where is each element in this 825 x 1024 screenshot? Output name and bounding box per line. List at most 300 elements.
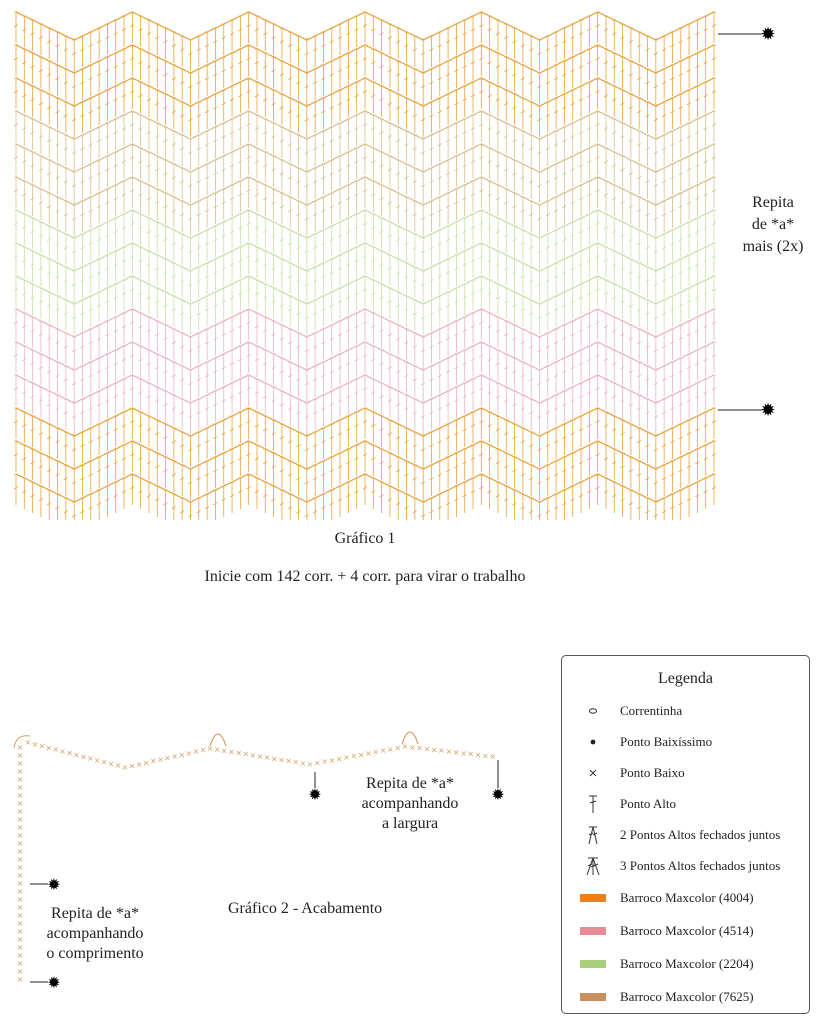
legend-title: Legenda bbox=[657, 670, 714, 687]
single-crochet-mark: × bbox=[299, 758, 307, 768]
double-crochet-stitch bbox=[47, 325, 51, 356]
double-crochet-stitch bbox=[687, 288, 691, 319]
double-crochet-stitch bbox=[105, 189, 109, 220]
double-crochet-stitch bbox=[463, 20, 467, 51]
single-crochet-mark: × bbox=[16, 943, 24, 952]
double-crochet-stitch bbox=[380, 284, 384, 315]
single-crochet-mark: × bbox=[16, 935, 24, 944]
double-crochet-stitch bbox=[363, 78, 367, 109]
double-crochet-stitch bbox=[72, 304, 76, 335]
double-crochet-stitch bbox=[288, 230, 292, 261]
double-crochet-stitch bbox=[438, 362, 442, 393]
double-crochet-stitch bbox=[571, 420, 575, 451]
double-crochet-stitch bbox=[496, 449, 500, 480]
double-crochet-stitch bbox=[670, 164, 674, 195]
double-crochet-stitch bbox=[596, 12, 600, 43]
double-crochet-stitch bbox=[172, 329, 176, 360]
double-crochet-stitch bbox=[429, 465, 433, 496]
double-crochet-stitch bbox=[297, 333, 301, 364]
double-crochet-stitch bbox=[621, 420, 625, 451]
double-crochet-stitch bbox=[471, 181, 475, 212]
double-crochet-stitch bbox=[463, 284, 467, 315]
legend-item-color-7625 bbox=[576, 986, 801, 1008]
double-crochet-stitch bbox=[80, 300, 84, 331]
double-crochet-stitch bbox=[695, 284, 699, 315]
legend-label: Correntinha bbox=[620, 703, 683, 718]
double-crochet-stitch bbox=[521, 263, 525, 294]
double-crochet-stitch bbox=[463, 53, 467, 84]
double-crochet-stitch bbox=[621, 387, 625, 418]
double-crochet-stitch bbox=[238, 115, 242, 146]
double-crochet-stitch bbox=[546, 498, 550, 520]
double-crochet-stitch bbox=[64, 234, 68, 265]
double-crochet-stitch bbox=[587, 313, 591, 344]
double-crochet-stitch bbox=[670, 362, 674, 393]
double-crochet-stitch bbox=[105, 354, 109, 385]
double-crochet-stitch bbox=[230, 482, 234, 513]
double-crochet-stitch bbox=[263, 416, 267, 447]
double-crochet-stitch bbox=[147, 416, 151, 447]
double-crochet-stitch bbox=[105, 321, 109, 352]
double-crochet-stitch bbox=[230, 185, 234, 216]
double-crochet-stitch bbox=[39, 255, 43, 286]
double-crochet-stitch bbox=[56, 461, 60, 492]
double-crochet-stitch bbox=[189, 172, 193, 203]
double-crochet-stitch bbox=[89, 32, 93, 63]
double-crochet-stitch bbox=[64, 333, 68, 364]
double-crochet-stitch bbox=[712, 243, 716, 274]
double-crochet-stitch bbox=[438, 329, 442, 360]
double-crochet-stitch bbox=[562, 61, 566, 92]
double-crochet-stitch bbox=[513, 259, 517, 290]
double-crochet-stitch bbox=[471, 280, 475, 311]
double-crochet-stitch bbox=[105, 123, 109, 154]
double-crochet-stitch bbox=[380, 119, 384, 150]
double-crochet-stitch bbox=[446, 259, 450, 290]
double-crochet-stitch bbox=[105, 24, 109, 55]
double-crochet-stitch bbox=[338, 453, 342, 484]
double-crochet-stitch bbox=[596, 111, 600, 142]
double-crochet-stitch bbox=[529, 267, 533, 298]
double-crochet-stitch bbox=[479, 408, 483, 439]
double-crochet-stitch bbox=[64, 102, 68, 133]
double-crochet-stitch bbox=[396, 127, 400, 158]
double-crochet-stitch bbox=[513, 28, 517, 59]
double-crochet-stitch bbox=[272, 24, 276, 55]
double-crochet-stitch bbox=[388, 453, 392, 484]
double-crochet-stitch bbox=[479, 45, 483, 76]
double-crochet-stitch bbox=[662, 399, 666, 430]
double-crochet-stitch bbox=[280, 457, 284, 488]
single-crochet-mark: × bbox=[445, 747, 453, 757]
double-crochet-stitch bbox=[363, 408, 367, 439]
double-crochet-stitch bbox=[14, 474, 18, 505]
double-crochet-stitch bbox=[164, 226, 168, 257]
double-crochet-stitch bbox=[562, 325, 566, 356]
double-crochet-stitch bbox=[39, 321, 43, 352]
double-crochet-stitch bbox=[396, 28, 400, 59]
double-crochet-stitch bbox=[421, 271, 425, 302]
double-crochet-stitch bbox=[521, 395, 525, 426]
double-crochet-stitch bbox=[596, 276, 600, 307]
double-crochet-stitch bbox=[546, 267, 550, 298]
double-crochet-stitch bbox=[230, 284, 234, 315]
double-crochet-stitch bbox=[238, 379, 242, 410]
double-crochet-stitch bbox=[114, 119, 118, 150]
double-crochet-stitch bbox=[164, 457, 168, 488]
double-crochet-stitch bbox=[454, 453, 458, 484]
double-crochet-stitch bbox=[621, 486, 625, 517]
double-crochet-stitch bbox=[139, 412, 143, 443]
double-crochet-stitch bbox=[637, 32, 641, 63]
double-crochet-stitch bbox=[105, 387, 109, 418]
double-crochet-stitch bbox=[454, 189, 458, 220]
double-crochet-stitch bbox=[330, 457, 334, 488]
double-crochet-stitch bbox=[679, 160, 683, 191]
legend-label: 3 Pontos Altos fechados juntos bbox=[620, 858, 781, 873]
double-crochet-stitch bbox=[529, 432, 533, 463]
double-crochet-stitch bbox=[47, 127, 51, 158]
double-crochet-stitch bbox=[612, 53, 616, 84]
double-crochet-stitch bbox=[213, 358, 217, 389]
double-crochet-stitch bbox=[513, 160, 517, 191]
double-crochet-stitch bbox=[105, 288, 109, 319]
double-crochet-stitch bbox=[662, 135, 666, 166]
double-crochet-stitch bbox=[155, 387, 159, 418]
double-crochet-stitch bbox=[330, 160, 334, 191]
double-crochet-stitch bbox=[338, 156, 342, 187]
double-crochet-stitch bbox=[105, 486, 109, 517]
legend-item-dc2tog bbox=[576, 824, 801, 846]
double-crochet-stitch bbox=[280, 226, 284, 257]
double-crochet-stitch bbox=[629, 226, 633, 257]
double-crochet-stitch bbox=[488, 379, 492, 410]
double-crochet-stitch bbox=[313, 69, 317, 100]
double-crochet-stitch bbox=[255, 82, 259, 113]
double-crochet-stitch bbox=[646, 36, 650, 67]
double-crochet-stitch bbox=[39, 288, 43, 319]
double-crochet-stitch bbox=[31, 86, 35, 117]
double-crochet-stitch bbox=[513, 358, 517, 389]
double-crochet-stitch bbox=[521, 230, 525, 261]
double-crochet-stitch bbox=[529, 102, 533, 133]
double-crochet-stitch bbox=[529, 366, 533, 397]
chart2-title: Gráfico 2 - Acabamento bbox=[228, 900, 383, 917]
double-crochet-stitch bbox=[396, 61, 400, 92]
double-crochet-stitch bbox=[272, 288, 276, 319]
double-crochet-stitch bbox=[305, 337, 309, 368]
double-crochet-stitch bbox=[496, 350, 500, 381]
double-crochet-stitch bbox=[579, 152, 583, 183]
double-crochet-stitch bbox=[238, 16, 242, 47]
double-crochet-stitch bbox=[562, 490, 566, 520]
double-crochet-stitch bbox=[554, 263, 558, 294]
double-crochet-stitch bbox=[388, 222, 392, 253]
double-crochet-stitch bbox=[213, 193, 217, 224]
double-crochet-stitch bbox=[662, 333, 666, 364]
double-crochet-stitch bbox=[39, 123, 43, 154]
double-crochet-stitch bbox=[388, 420, 392, 451]
double-crochet-stitch bbox=[338, 57, 342, 88]
double-crochet-stitch bbox=[413, 69, 417, 100]
legend-item-double-crochet bbox=[576, 793, 801, 815]
single-crochet-mark: × bbox=[16, 855, 24, 864]
double-crochet-stitch bbox=[238, 214, 242, 245]
double-crochet-stitch bbox=[371, 445, 375, 476]
double-crochet-stitch bbox=[155, 123, 159, 154]
double-crochet-stitch bbox=[554, 65, 558, 96]
double-crochet-stitch bbox=[629, 193, 633, 224]
double-crochet-stitch bbox=[97, 193, 101, 224]
double-crochet-stitch bbox=[230, 251, 234, 282]
double-crochet-stitch bbox=[662, 36, 666, 67]
double-crochet-stitch bbox=[687, 453, 691, 484]
double-crochet-stitch bbox=[363, 276, 367, 307]
double-crochet-stitch bbox=[147, 449, 151, 480]
single-crochet-mark: × bbox=[408, 742, 416, 752]
double-crochet-stitch bbox=[479, 177, 483, 208]
double-crochet-stitch bbox=[596, 441, 600, 472]
double-crochet-stitch bbox=[654, 304, 658, 335]
double-crochet-stitch bbox=[238, 82, 242, 113]
double-crochet-stitch bbox=[47, 28, 51, 59]
single-crochet-mark: × bbox=[379, 746, 387, 756]
double-crochet-stitch bbox=[670, 197, 674, 228]
legend-item-color-4004 bbox=[576, 887, 801, 909]
double-crochet-stitch bbox=[172, 362, 176, 393]
double-crochet-stitch bbox=[413, 432, 417, 463]
double-crochet-stitch bbox=[621, 288, 625, 319]
double-crochet-stitch bbox=[39, 486, 43, 517]
asterisk-marker-icon: ✹ bbox=[47, 875, 61, 894]
double-crochet-stitch bbox=[521, 296, 525, 327]
double-crochet-stitch bbox=[637, 197, 641, 228]
double-crochet-stitch bbox=[646, 300, 650, 331]
double-crochet-stitch bbox=[305, 436, 309, 467]
double-crochet-stitch bbox=[604, 412, 608, 443]
double-crochet-stitch bbox=[64, 267, 68, 298]
double-crochet-stitch bbox=[479, 111, 483, 142]
double-crochet-stitch bbox=[31, 383, 35, 414]
single-crochet-mark: × bbox=[213, 745, 221, 755]
double-crochet-stitch bbox=[313, 465, 317, 496]
double-crochet-stitch bbox=[14, 144, 18, 175]
double-crochet-stitch bbox=[189, 304, 193, 335]
double-crochet-stitch bbox=[47, 160, 51, 191]
single-crochet-mark: × bbox=[365, 748, 372, 758]
double-crochet-stitch bbox=[22, 379, 26, 410]
double-crochet-stitch bbox=[654, 436, 658, 467]
double-crochet-stitch bbox=[72, 106, 76, 137]
double-crochet-stitch bbox=[488, 82, 492, 113]
double-crochet-stitch bbox=[629, 61, 633, 92]
double-crochet-stitch bbox=[247, 474, 251, 505]
double-crochet-stitch bbox=[496, 20, 500, 51]
double-crochet-stitch bbox=[122, 313, 126, 344]
double-crochet-stitch bbox=[571, 24, 575, 55]
double-crochet-stitch bbox=[562, 28, 566, 59]
double-crochet-stitch bbox=[604, 115, 608, 146]
single-crochet-mark: × bbox=[16, 799, 24, 808]
double-crochet-stitch bbox=[687, 387, 691, 418]
single-crochet-mark: × bbox=[185, 748, 193, 758]
double-crochet-stitch bbox=[247, 276, 251, 307]
double-crochet-stitch bbox=[479, 78, 483, 109]
double-crochet-stitch bbox=[695, 185, 699, 216]
double-crochet-stitch bbox=[263, 350, 267, 381]
double-crochet-stitch bbox=[413, 267, 417, 298]
double-crochet-stitch bbox=[72, 40, 76, 71]
double-crochet-stitch bbox=[313, 135, 317, 166]
double-crochet-stitch bbox=[388, 189, 392, 220]
repeat-width-line-2: acompanhando bbox=[361, 795, 459, 812]
double-crochet-stitch bbox=[596, 408, 600, 439]
double-crochet-icon bbox=[576, 793, 610, 815]
double-crochet-stitch bbox=[496, 53, 500, 84]
double-crochet-stitch bbox=[238, 445, 242, 476]
double-crochet-stitch bbox=[695, 152, 699, 183]
double-crochet-stitch bbox=[80, 432, 84, 463]
single-crochet-mark: × bbox=[135, 759, 143, 769]
single-crochet-mark: × bbox=[452, 747, 460, 757]
double-crochet-stitch bbox=[662, 234, 666, 265]
double-crochet-stitch bbox=[14, 375, 18, 406]
double-crochet-stitch bbox=[205, 164, 209, 195]
double-crochet-stitch bbox=[587, 16, 591, 47]
double-crochet-stitch bbox=[64, 135, 68, 166]
double-crochet-stitch bbox=[438, 494, 442, 520]
double-crochet-stitch bbox=[579, 86, 583, 117]
double-crochet-stitch bbox=[14, 12, 18, 43]
double-crochet-stitch bbox=[39, 222, 43, 253]
double-crochet-stitch bbox=[496, 317, 500, 348]
double-crochet-stitch bbox=[197, 267, 201, 298]
double-crochet-stitch bbox=[496, 482, 500, 513]
double-crochet-stitch bbox=[263, 482, 267, 513]
double-crochet-stitch bbox=[587, 82, 591, 113]
double-crochet-stitch bbox=[205, 230, 209, 261]
double-crochet-stitch bbox=[130, 342, 134, 373]
double-crochet-stitch bbox=[122, 49, 126, 80]
double-crochet-stitch bbox=[405, 461, 409, 492]
single-crochet-mark: × bbox=[16, 823, 24, 832]
double-crochet-stitch bbox=[321, 263, 325, 294]
double-crochet-stitch bbox=[662, 267, 666, 298]
double-crochet-stitch bbox=[22, 280, 26, 311]
double-crochet-stitch bbox=[31, 416, 35, 447]
double-crochet-stitch bbox=[712, 45, 716, 76]
double-crochet-stitch bbox=[446, 127, 450, 158]
double-crochet-stitch bbox=[413, 102, 417, 133]
double-crochet-stitch bbox=[538, 469, 542, 500]
double-crochet-stitch bbox=[297, 366, 301, 397]
double-crochet-stitch bbox=[97, 358, 101, 389]
single-crochet-mark: × bbox=[16, 743, 24, 752]
double-crochet-stitch bbox=[47, 61, 51, 92]
double-crochet-stitch bbox=[612, 218, 616, 249]
double-crochet-stitch bbox=[712, 144, 716, 175]
double-crochet-stitch bbox=[97, 127, 101, 158]
double-crochet-stitch bbox=[222, 453, 226, 484]
double-crochet-stitch bbox=[521, 461, 525, 492]
repeat-length-line-1: Repita de *a* bbox=[51, 905, 139, 922]
double-crochet-stitch bbox=[172, 263, 176, 294]
double-crochet-stitch bbox=[604, 148, 608, 179]
double-crochet-stitch bbox=[338, 354, 342, 385]
legend-label: Barroco Maxcolor (2204) bbox=[620, 956, 754, 971]
double-crochet-stitch bbox=[64, 366, 68, 397]
double-crochet-stitch bbox=[197, 399, 201, 430]
double-crochet-stitch bbox=[305, 502, 309, 520]
double-crochet-stitch bbox=[621, 90, 625, 121]
double-crochet-stitch bbox=[646, 168, 650, 199]
double-crochet-stitch bbox=[338, 387, 342, 418]
double-crochet-stitch bbox=[380, 86, 384, 117]
double-crochet-stitch bbox=[662, 498, 666, 520]
double-crochet-stitch bbox=[346, 152, 350, 183]
double-crochet-stitch bbox=[64, 300, 68, 331]
double-crochet-stitch bbox=[521, 131, 525, 162]
double-crochet-stitch bbox=[405, 362, 409, 393]
double-crochet-stitch bbox=[321, 428, 325, 459]
double-crochet-stitch bbox=[39, 420, 43, 451]
double-crochet-stitch bbox=[712, 441, 716, 472]
double-crochet-stitch bbox=[31, 284, 35, 315]
double-crochet-stitch bbox=[180, 498, 184, 520]
single-crochet-mark: × bbox=[87, 754, 94, 764]
double-crochet-stitch bbox=[139, 214, 143, 245]
double-crochet-stitch bbox=[637, 65, 641, 96]
double-crochet-stitch bbox=[429, 432, 433, 463]
double-crochet-stitch bbox=[147, 317, 151, 348]
single-crochet-mark: × bbox=[313, 758, 321, 768]
double-crochet-stitch bbox=[704, 49, 708, 80]
single-crochet-mark: × bbox=[263, 753, 271, 763]
double-crochet-stitch bbox=[105, 156, 109, 187]
swatch-pink bbox=[580, 927, 606, 935]
double-crochet-stitch bbox=[22, 148, 26, 179]
double-crochet-stitch bbox=[14, 309, 18, 340]
double-crochet-stitch bbox=[604, 346, 608, 377]
double-crochet-stitch bbox=[604, 49, 608, 80]
double-crochet-stitch bbox=[405, 296, 409, 327]
double-crochet-stitch bbox=[704, 181, 708, 212]
double-crochet-stitch bbox=[454, 420, 458, 451]
double-crochet-stitch bbox=[355, 148, 359, 179]
double-crochet-stitch bbox=[180, 69, 184, 100]
double-crochet-stitch bbox=[579, 284, 583, 315]
double-crochet-stitch bbox=[421, 73, 425, 104]
single-crochet-mark: × bbox=[285, 756, 292, 766]
double-crochet-stitch bbox=[355, 412, 359, 443]
double-crochet-stitch bbox=[130, 474, 134, 505]
double-crochet-stitch bbox=[288, 494, 292, 520]
double-crochet-stitch bbox=[471, 313, 475, 344]
double-crochet-stitch bbox=[97, 259, 101, 290]
double-crochet-stitch bbox=[263, 20, 267, 51]
double-crochet-stitch bbox=[189, 271, 193, 302]
repeat-width-line-3: a largura bbox=[381, 815, 439, 832]
double-crochet-stitch bbox=[39, 354, 43, 385]
double-crochet-stitch bbox=[47, 391, 51, 422]
double-crochet-stitch bbox=[338, 123, 342, 154]
double-crochet-stitch bbox=[189, 139, 193, 170]
double-crochet-stitch bbox=[313, 201, 317, 232]
double-crochet-stitch bbox=[247, 144, 251, 175]
single-crochet-mark: × bbox=[335, 754, 343, 764]
double-crochet-stitch bbox=[629, 94, 633, 125]
double-crochet-stitch bbox=[396, 94, 400, 125]
